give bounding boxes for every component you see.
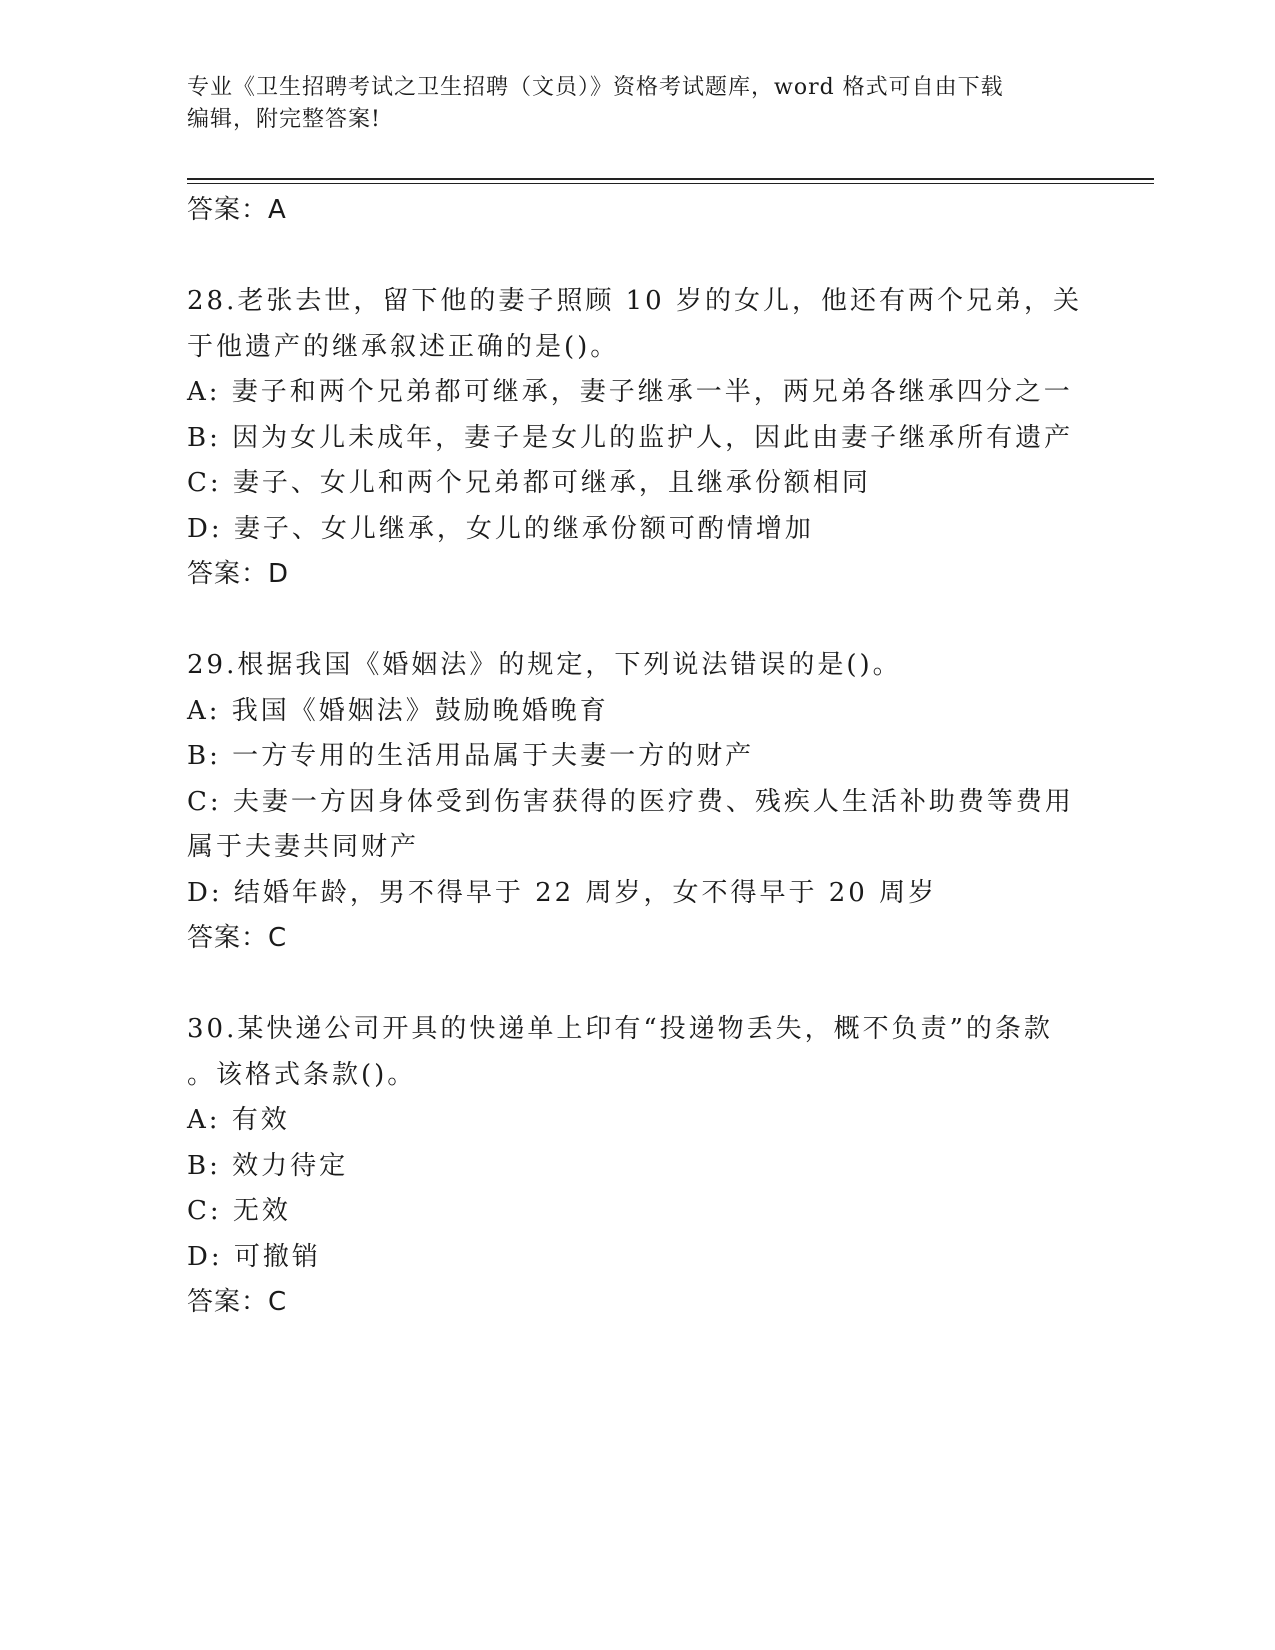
- answer: 答案：D: [187, 559, 290, 589]
- option-c: C: 夫妻一方因身体受到伤害获得的医疗费、残疾人生活补助费等费用: [187, 786, 1074, 817]
- option-d: D: 结婚年龄，男不得早于 22 周岁，女不得早于 20 周岁: [187, 877, 938, 908]
- option-d: D: 妻子、女儿继承，女儿的继承份额可酌情增加: [187, 513, 814, 544]
- option-b: B: 一方专用的生活用品属于夫妻一方的财产: [187, 741, 755, 771]
- question-stem-line: 。该格式条款()。: [187, 1059, 417, 1090]
- previous-answer: 答案：A: [187, 195, 287, 225]
- header-rule-thick: [187, 178, 1154, 180]
- spacer: [187, 962, 1087, 1008]
- question-30: [187, 1007, 1087, 1326]
- option-c: C: 妻子、女儿和两个兄弟都可继承，且继承份额相同: [187, 468, 871, 498]
- question-stem-line: 29.根据我国《婚姻法》的规定，下列说法错误的是()。: [187, 650, 902, 680]
- spacer: [187, 598, 1087, 644]
- document-body: [187, 188, 1087, 1326]
- option-b: B: 因为女儿未成年，妻子是女儿的监护人，因此由妻子继承所有遗产: [187, 422, 1074, 453]
- option-a: A: 妻子和两个兄弟都可继承，妻子继承一半，两兄弟各继承四分之一: [187, 377, 1073, 407]
- option-c: C: 无效: [187, 1196, 291, 1226]
- answer: 答案：C: [187, 923, 288, 953]
- question-stem-line: 于他遗产的继承叙述正确的是()。: [187, 331, 620, 362]
- option-c-continued: 属于夫妻共同财产: [187, 832, 420, 862]
- option-a: A: 有效: [187, 1105, 290, 1135]
- header-rule-thin: [187, 183, 1154, 184]
- header-line-2: 编辑，附完整答案!: [187, 107, 381, 132]
- spacer: [187, 234, 1087, 280]
- option-d: D: 可撤销: [187, 1241, 321, 1272]
- option-a: A: 我国《婚姻法》鼓励晚婚晚育: [187, 695, 609, 726]
- question-29: [187, 643, 1087, 962]
- question-28: [187, 279, 1087, 598]
- answer: 答案：C: [187, 1287, 288, 1317]
- document-header: [187, 72, 1067, 136]
- option-b: B: 效力待定: [187, 1150, 349, 1181]
- question-stem-line: 30.某快递公司开具的快递单上印有“投递物丢失，概不负责”的条款: [187, 1014, 1053, 1044]
- question-stem-line: 28.老张去世，留下他的妻子照顾 10 岁的女儿，他还有两个兄弟，关: [187, 286, 1082, 316]
- header-line-1: 专业《卫生招聘考试之卫生招聘（文员）》资格考试题库，word 格式可自由下载: [187, 75, 1004, 100]
